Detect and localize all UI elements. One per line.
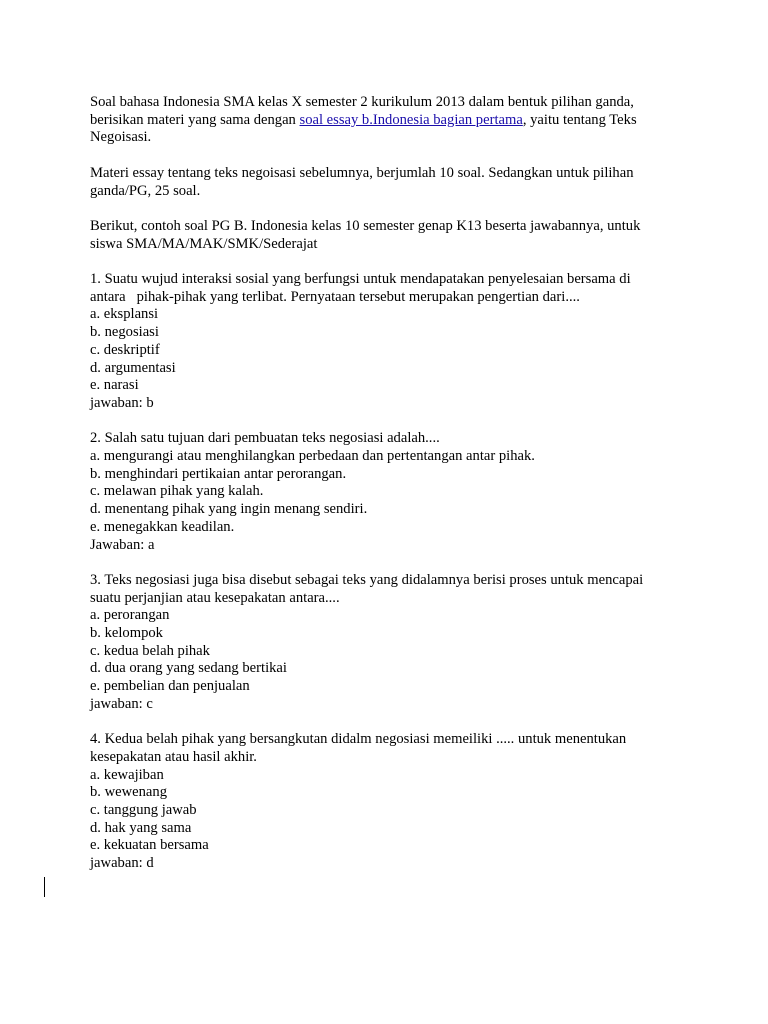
question-1 <box>90 271 690 413</box>
option-b: b. negosiasi <box>90 324 159 341</box>
answer: Jawaban: a <box>90 536 155 553</box>
question-3 <box>90 572 690 714</box>
berikut-line-1: Berikut, contoh soal PG B. Indonesia kelas 10 semester genap K13 beserta jawabannya, untuk <box>90 217 641 234</box>
question-2 <box>90 430 690 554</box>
option-a: a. perorangan <box>90 607 170 624</box>
document-page <box>90 94 690 891</box>
option-b: b. kelompok <box>90 625 163 642</box>
question-text: kesepakatan atau hasil akhir. <box>90 748 257 765</box>
intro-line-2-tail: , yaitu tentang Teks <box>522 111 637 128</box>
materi-line-2: ganda/PG, 25 soal. <box>90 182 201 199</box>
question-text: 4. Kedua belah pihak yang bersangkutan didalm negosiasi memeiliki ..... untuk menentukan <box>90 731 627 748</box>
berikut-line-2: siswa SMA/MA/MAK/SMK/Sederajat <box>90 235 318 252</box>
text-cursor <box>44 877 45 897</box>
question-text: antara pihak-pihak yang terlibat. Pernyataan tersebut merupakan pengertian dari.... <box>90 288 580 305</box>
materi-paragraph <box>90 165 690 200</box>
option-c: c. tanggung jawab <box>90 802 197 819</box>
berikut-paragraph <box>90 218 690 253</box>
option-e: e. pembelian dan penjualan <box>90 678 250 695</box>
option-d: d. argumentasi <box>90 359 176 376</box>
option-d: d. hak yang sama <box>90 819 192 836</box>
answer: jawaban: d <box>90 855 154 872</box>
option-d: d. menentang pihak yang ingin menang sendiri. <box>90 501 368 518</box>
question-text: 1. Suatu wujud interaksi sosial yang berfungsi untuk mendapatakan penyelesaian bersama di <box>90 270 631 287</box>
option-d: d. dua orang yang sedang bertikai <box>90 660 287 677</box>
intro-line-2 <box>90 112 690 130</box>
intro-line-1: Soal bahasa Indonesia SMA kelas X semester 2 kurikulum 2013 dalam bentuk pilihan ganda, <box>90 94 634 110</box>
intro-paragraph <box>90 94 690 147</box>
option-c: c. kedua belah pihak <box>90 642 210 659</box>
option-e: e. narasi <box>90 377 139 394</box>
intro-line-2-text: berisikan materi yang sama dengan <box>90 111 300 128</box>
option-e: e. menegakkan keadilan. <box>90 518 235 535</box>
option-c: c. deskriptif <box>90 341 160 358</box>
option-e: e. kekuatan bersama <box>90 837 209 854</box>
question-text: 2. Salah satu tujuan dari pembuatan teks negosiasi adalah.... <box>90 430 440 447</box>
option-c: c. melawan pihak yang kalah. <box>90 483 264 500</box>
materi-line-1: Materi essay tentang teks negoisasi sebelumnya, berjumlah 10 soal. Sedangkan untuk pilihan <box>90 164 634 181</box>
intro-line-3: Negoisasi. <box>90 129 152 146</box>
option-b: b. menghindari pertikaian antar perorangan. <box>90 465 347 482</box>
question-text: 3. Teks negosiasi juga bisa disebut sebagai teks yang didalamnya berisi proses untuk mencapai <box>90 571 644 588</box>
option-a: a. kewajiban <box>90 766 164 783</box>
question-text: suatu perjanjian atau kesepakatan antara.... <box>90 589 340 606</box>
option-b: b. wewenang <box>90 784 167 801</box>
essay-link[interactable]: soal essay b.Indonesia bagian pertama <box>299 111 523 128</box>
option-a: a. eksplansi <box>90 306 159 323</box>
answer: jawaban: b <box>90 394 154 411</box>
answer: jawaban: c <box>90 695 153 712</box>
question-4 <box>90 731 690 873</box>
option-a: a. mengurangi atau menghilangkan perbedaan dan pertentangan antar pihak. <box>90 448 535 464</box>
